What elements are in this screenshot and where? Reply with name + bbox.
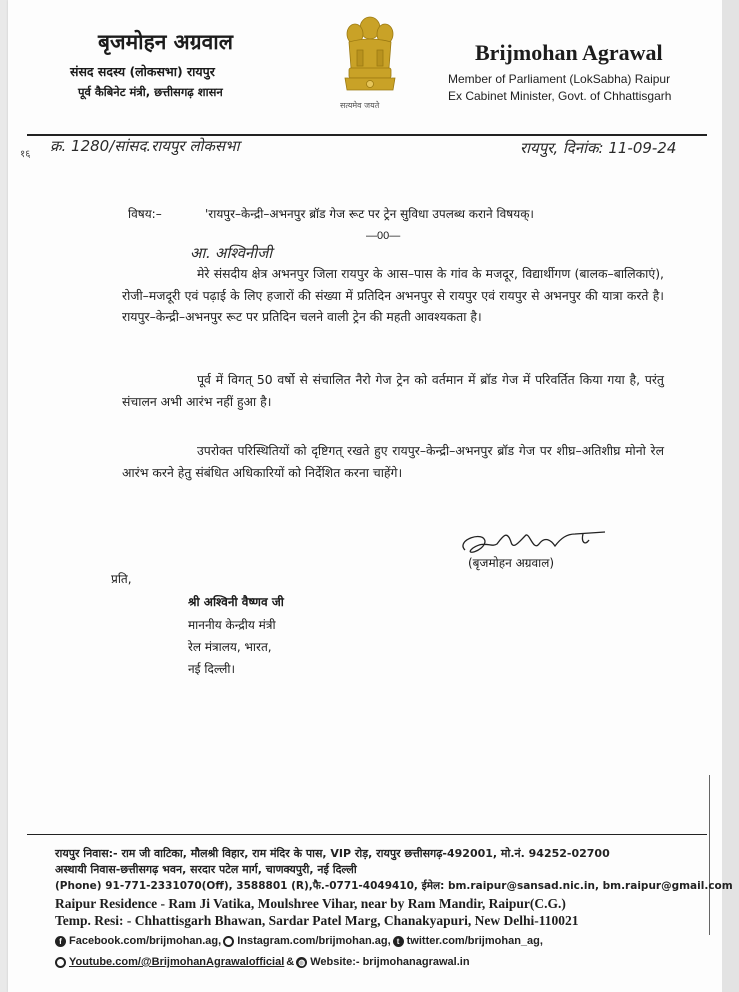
facebook-link[interactable]: Facebook.com/brijmohan.ag,	[69, 935, 222, 947]
body-paragraph-3	[122, 440, 664, 483]
recipient-label: प्रति,	[111, 572, 132, 586]
youtube-link[interactable]: Youtube.com/@BrijmohanAgrawalofficial	[69, 956, 285, 968]
letterhead-english-designation: Member of Parliament (LokSabha) Raipur	[448, 72, 671, 86]
youtube-icon	[55, 957, 66, 968]
instagram-icon	[223, 936, 234, 947]
letterhead-hindi-name: बृजमोहन अग्रवाल	[98, 30, 233, 54]
body-paragraph-2	[122, 369, 664, 412]
ampersand: &	[286, 956, 295, 968]
letterhead-hindi-designation: संसद सदस्य (लोकसभा) रायपुर	[70, 64, 215, 79]
twitter-icon: t	[393, 936, 404, 947]
handwritten-salutation: आ. अश्विनीजी	[190, 244, 273, 262]
subject-divider: —00—	[366, 230, 401, 242]
reference-number: क्र. 1280/सांसद.रायपुर लोकसभा	[50, 137, 240, 155]
recipient-name: श्री अश्विनी वैष्णव जी	[188, 595, 284, 609]
page-edge-shadow	[722, 0, 739, 992]
margin-line	[709, 775, 710, 935]
instagram-link[interactable]: Instagram.com/brijmohan.ag,	[237, 935, 391, 947]
letterhead-english-former-role: Ex Cabinet Minister, Govt. of Chhattisgarh	[448, 89, 672, 103]
footer-raipur-address-english: Raipur Residence - Ram Ji Vatika, Moulshree Vihar, near by Ram Mandir, Raipur(C.G.)	[55, 896, 566, 911]
letterhead-english-name: Brijmohan Agrawal	[475, 40, 663, 65]
place-date: रायपुर, दिनांक: 11-09-24	[520, 139, 677, 157]
emblem-motto: सत्यमेव जयते	[340, 101, 380, 110]
signatory-name: (बृजमोहन अग्रवाल)	[468, 556, 555, 570]
twitter-link[interactable]: twitter.com/brijmohan_ag,	[406, 935, 543, 947]
globe-icon: ◍	[296, 957, 307, 968]
footer-temp-address-hindi: अस्थायी निवास-छत्तीसगढ़ भवन, सरदार पटेल मार्ग, चाणक्यपुरी, नई दिल्ली	[55, 863, 357, 876]
social-links-row-2	[55, 956, 470, 968]
recipient-ministry: रेल मंत्रालय, भारत,	[188, 640, 272, 654]
paragraph-text: मेरे संसदीय क्षेत्र अभनपुर जिला रायपुर के आस–पास के गांव के मजदूर, विद्यार्थीगण (बालक–बालिकाएं), रोजी–मजदूरी एवं पढ़ाई के लिए हजारों की संख्या में प्रतिदिन अभनपुर से रायपुर एवं रायपुर से अभनपुर की यात्रा करते है। रायपुर–केन्द्री–अभनपुर रूट पर प्रतिदिन चलने वाली ट्रेन की महती आवश्यकता है।	[122, 266, 664, 324]
footer-raipur-address-hindi: रायपुर निवास:- राम जी वाटिका, मौलश्री विहार, राम मंदिर के पास, VIP रोड़, रायपुर छत्तीसगढ़-492001, मो.नं. 94252-02700	[55, 847, 610, 860]
subject-text: 'रायपुर–केन्द्री–अभनपुर ब्रॉड गेज रूट पर ट्रेन सुविधा उपलब्ध कराने विषयक्।	[205, 207, 534, 221]
margin-mark: १६	[20, 149, 31, 160]
national-emblem-icon	[335, 10, 405, 100]
paragraph-text: उपरोक्त परिस्थितियों को दृष्टिगत् रखते हुए रायपुर–केन्द्री–अभनपुर ब्रॉड गेज पर शीघ्र–अतिशीघ्र मोनो रेल आरंभ करने हेतु संबंधित अधिकारियों को निर्देशित करना चाहेंगे।	[122, 443, 664, 480]
recipient-city: नई दिल्ली।	[188, 662, 236, 676]
website-link[interactable]: Website:- brijmohanagrawal.in	[310, 956, 470, 968]
body-paragraph-1	[122, 263, 664, 328]
footer-temp-address-english: Temp. Resi: - Chhattisgarh Bhawan, Sardar Patel Marg, Chanakyapuri, New Delhi-110021	[55, 913, 579, 928]
social-links-row-1	[55, 935, 543, 947]
facebook-icon: f	[55, 936, 66, 947]
footer-rule	[27, 834, 707, 835]
subject-label: विषय:–	[128, 207, 162, 221]
footer-contact-line: (Phone) 91-771-2331070(Off), 3588801 (R),फै.-0771-4049410, ईमेल: bm.raipur@sansad.nic.in, bm.raipur@gmail.com	[55, 880, 733, 892]
recipient-designation: माननीय केन्द्रीय मंत्री	[188, 618, 276, 632]
paragraph-text: पूर्व में विगत् 50 वर्षो से संचालित नैरो गेज ट्रेन को वर्तमान में ब्रॉड गेज में परिवर्तित किया गया है, परंतु संचालन अभी आरंभ नहीं हुआ है।	[122, 372, 664, 409]
letterhead-hindi-former-role: पूर्व कैबिनेट मंत्री, छत्तीसगढ़ शासन	[78, 85, 223, 99]
